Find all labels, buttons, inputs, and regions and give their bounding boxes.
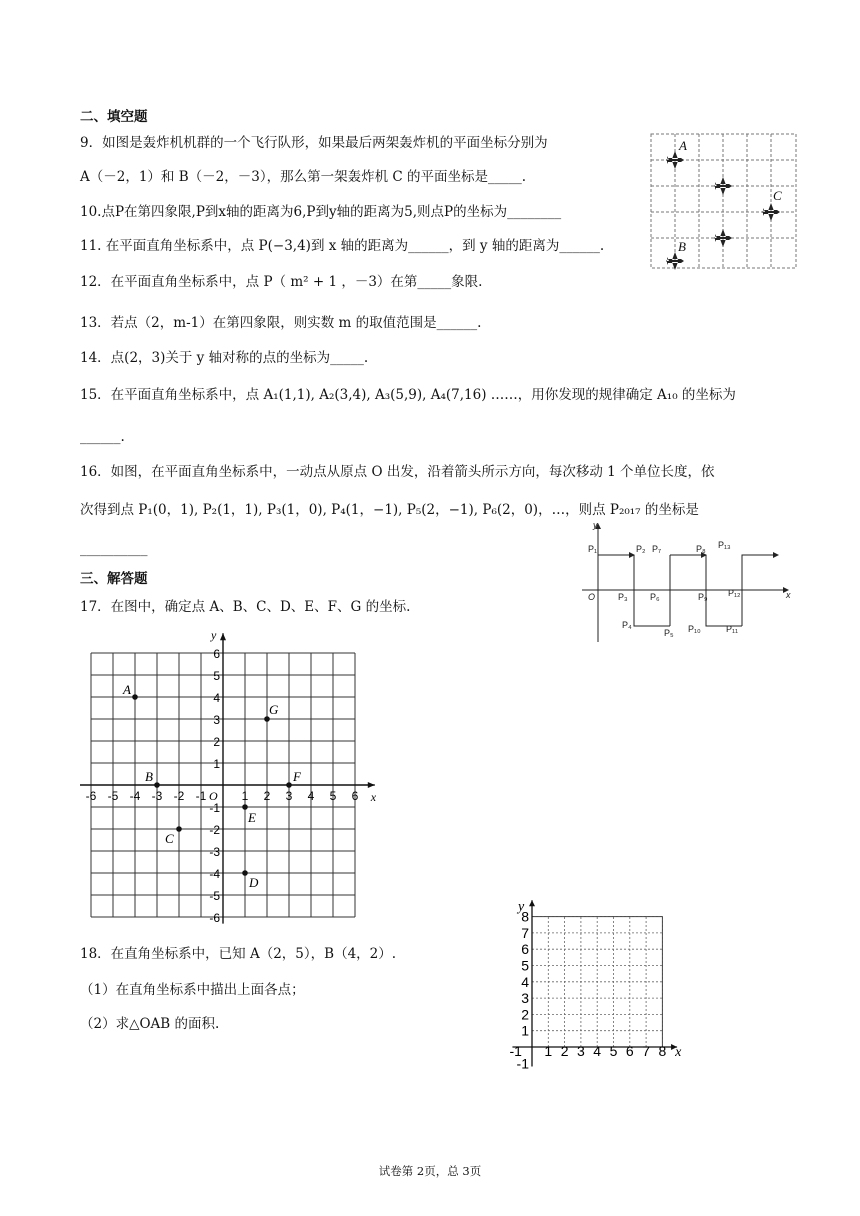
section-fill-in-heading: 二、填空题 [80,109,148,125]
x-tick-label: 2 [263,789,271,803]
question-18-line-2: （1）在直角坐标系中描出上面各点； [80,982,305,998]
point-e [242,804,248,810]
fig16-p7: P₇ [652,544,662,554]
q17-coordinate-grid [80,630,380,930]
y-tick-label: 6 [521,941,529,958]
airplane-icon [666,151,684,169]
fig16-y-label: y [593,520,598,530]
x-axis-label: x [370,790,377,804]
x-tick-label: 3 [577,1043,585,1059]
x-tick-label: -5 [107,789,119,803]
y-tick-label: 7 [521,924,529,941]
y-tick-label: -4 [209,867,220,881]
x-axis-arrow [368,782,375,788]
y-tick-label: -5 [209,889,220,903]
fig16-p5: P₅ [664,628,674,638]
x-tick-label: 7 [642,1043,650,1059]
point-g [264,716,270,722]
y-tick-label: -2 [209,823,220,837]
x-tick-label: -1 [509,1043,522,1059]
label-b: B [678,239,686,254]
x-tick-label: 8 [658,1043,667,1059]
y-tick-label: 2 [521,1006,529,1023]
y-axis-label: y [211,628,217,643]
q9-airplane-grid-figure [650,133,798,273]
question-12: 12．在平面直角坐标系中，点 P（ m² + 1 ，－3）在第_____象限. [80,274,483,290]
point-a [132,694,138,700]
y-tick-label: 6 [213,647,220,661]
airplane-icon [762,203,780,221]
fig16-p4: P₄ [622,620,632,630]
y-tick-label: -1 [516,1055,529,1072]
y-tick-label: -3 [209,845,220,859]
x-tick-label: 1 [544,1043,553,1059]
question-16-line-2: 次得到点 P₁(0，1), P₂(1，1), P₃(1，0), P₄(1，−1), P₅(2，−1), P₆(2，0)，…，则点 P₂₀₁₇ 的坐标是 [80,502,699,518]
fig16-p3: P₃ [618,592,628,602]
label-a: A [679,138,687,153]
question-18-line-3: （2）求△OAB 的面积. [80,1016,220,1032]
point-label-e: E [248,810,256,825]
x-axis-label: x [675,1045,682,1060]
point-c [176,826,182,832]
x-tick-label: -6 [85,789,97,803]
y-tick-label: 5 [521,957,529,974]
question-15-line-1: 15．在平面直角坐标系中，点 A₁(1,1), A₂(3,4), A₃(5,9), A₄(7,16) ……，用你发现的规律确定 A₁₀ 的坐标为 [80,387,736,403]
y-axis-arrow [529,900,535,906]
question-11: 11. 在平面直角坐标系中，点 P(−3,4)到 x 轴的距离为______，到 y 轴的距离为______. [80,238,605,254]
point-label-d: D [249,875,259,890]
y-axis-label: y [518,899,525,915]
fig16-p9: P₉ [698,592,708,602]
airplane-icon [714,229,732,247]
y-tick-label: -6 [209,911,220,925]
x-tick-label: 6 [625,1043,634,1059]
x-tick-label: -1 [195,789,207,803]
question-16-line-1: 16．如图，在平面直角坐标系中，一动点从原点 O 出发，沿着箭头所示方向，每次移动 1 个单位长度，依 [80,464,715,480]
point-label-b: B [145,769,153,784]
question-14: 14．点(2，3)关于 y 轴对称的点的坐标为_____. [80,350,369,366]
grid-lines [532,917,662,1047]
x-tick-label: 2 [560,1043,569,1059]
x-tick-label: -2 [173,789,185,803]
y-tick-label: 1 [213,757,220,771]
y-tick-label: 5 [213,669,220,683]
y-tick-label: 8 [521,908,529,925]
label-c: C [773,188,782,203]
fig16-p6: P₆ [650,592,660,602]
fig16-x-label: x [786,590,791,600]
x-tick-label: -4 [129,789,141,803]
section-answer-heading: 三、解答题 [80,571,148,587]
y-tick-label: 4 [213,691,220,705]
fig16-p12: P₁₂ [728,588,741,598]
question-9-line-1: 9．如图是轰炸机机群的一个飞行队形，如果最后两架轰炸机的平面坐标分别为 [80,135,548,151]
fig16-p13: P₁₃ [718,540,731,550]
point-label-g: G [269,702,279,717]
question-10: 10.点P在第四象限,P到x轴的距离为6,P到y轴的距离为5,则点P的坐标为________ [80,204,562,220]
fig16-origin-label: O [588,592,596,602]
y-tick-label: 2 [213,735,220,749]
x-tick-label: 5 [609,1043,618,1059]
origin-label: O [209,789,218,803]
question-18-line-1: 18．在直角坐标系中，已知 A（2，5），B（4，2）. [80,946,397,962]
point-d [242,870,248,876]
q16-moving-point-figure [582,520,794,644]
x-tick-label: 5 [329,789,337,803]
point-label-f: F [293,769,301,784]
y-tick-label: 3 [213,713,220,727]
fig16-p2: P₂ [636,544,646,554]
fig16-p8: P₈ [696,544,706,554]
y-tick-label: 1 [521,1022,529,1039]
y-tick-label: 4 [521,973,529,990]
question-16-line-3: __________ [80,541,148,557]
x-tick-label: 1 [241,789,249,803]
y-tick-label: -1 [209,801,220,815]
airplane-icon [714,177,732,195]
x-tick-label: 4 [307,789,315,803]
x-tick-label: 3 [285,789,293,803]
airplane-icon [666,252,684,270]
fig16-p11: P₁₁ [726,624,739,634]
x-tick-label: 4 [593,1043,602,1059]
point-label-a: A [123,682,131,697]
x-tick-label: 6 [351,789,359,803]
y-tick-label: 3 [521,990,529,1007]
question-9-line-2: A（－2，1）和 B（－2，－3），那么第一架轰炸机 C 的平面坐标是_____. [80,169,527,185]
q18-coordinate-grid [496,884,686,1074]
page-footer: 试卷第 2页，总 3页 [378,1164,482,1178]
point-b [154,782,160,788]
question-13: 13．若点（2，m-1）在第四象限，则实数 m 的取值范围是______. [80,315,482,331]
point-label-c: C [165,831,174,846]
fig16-p1: P₁ [588,544,598,554]
x-tick-label: -3 [151,789,163,803]
question-17: 17．在图中，确定点 A、B、C、D、E、F、G 的坐标. [80,599,411,615]
question-15-line-2: ______. [80,429,125,445]
y-axis-arrow [220,633,226,640]
fig16-p10: P₁₀ [688,624,701,634]
point-f [286,782,292,788]
